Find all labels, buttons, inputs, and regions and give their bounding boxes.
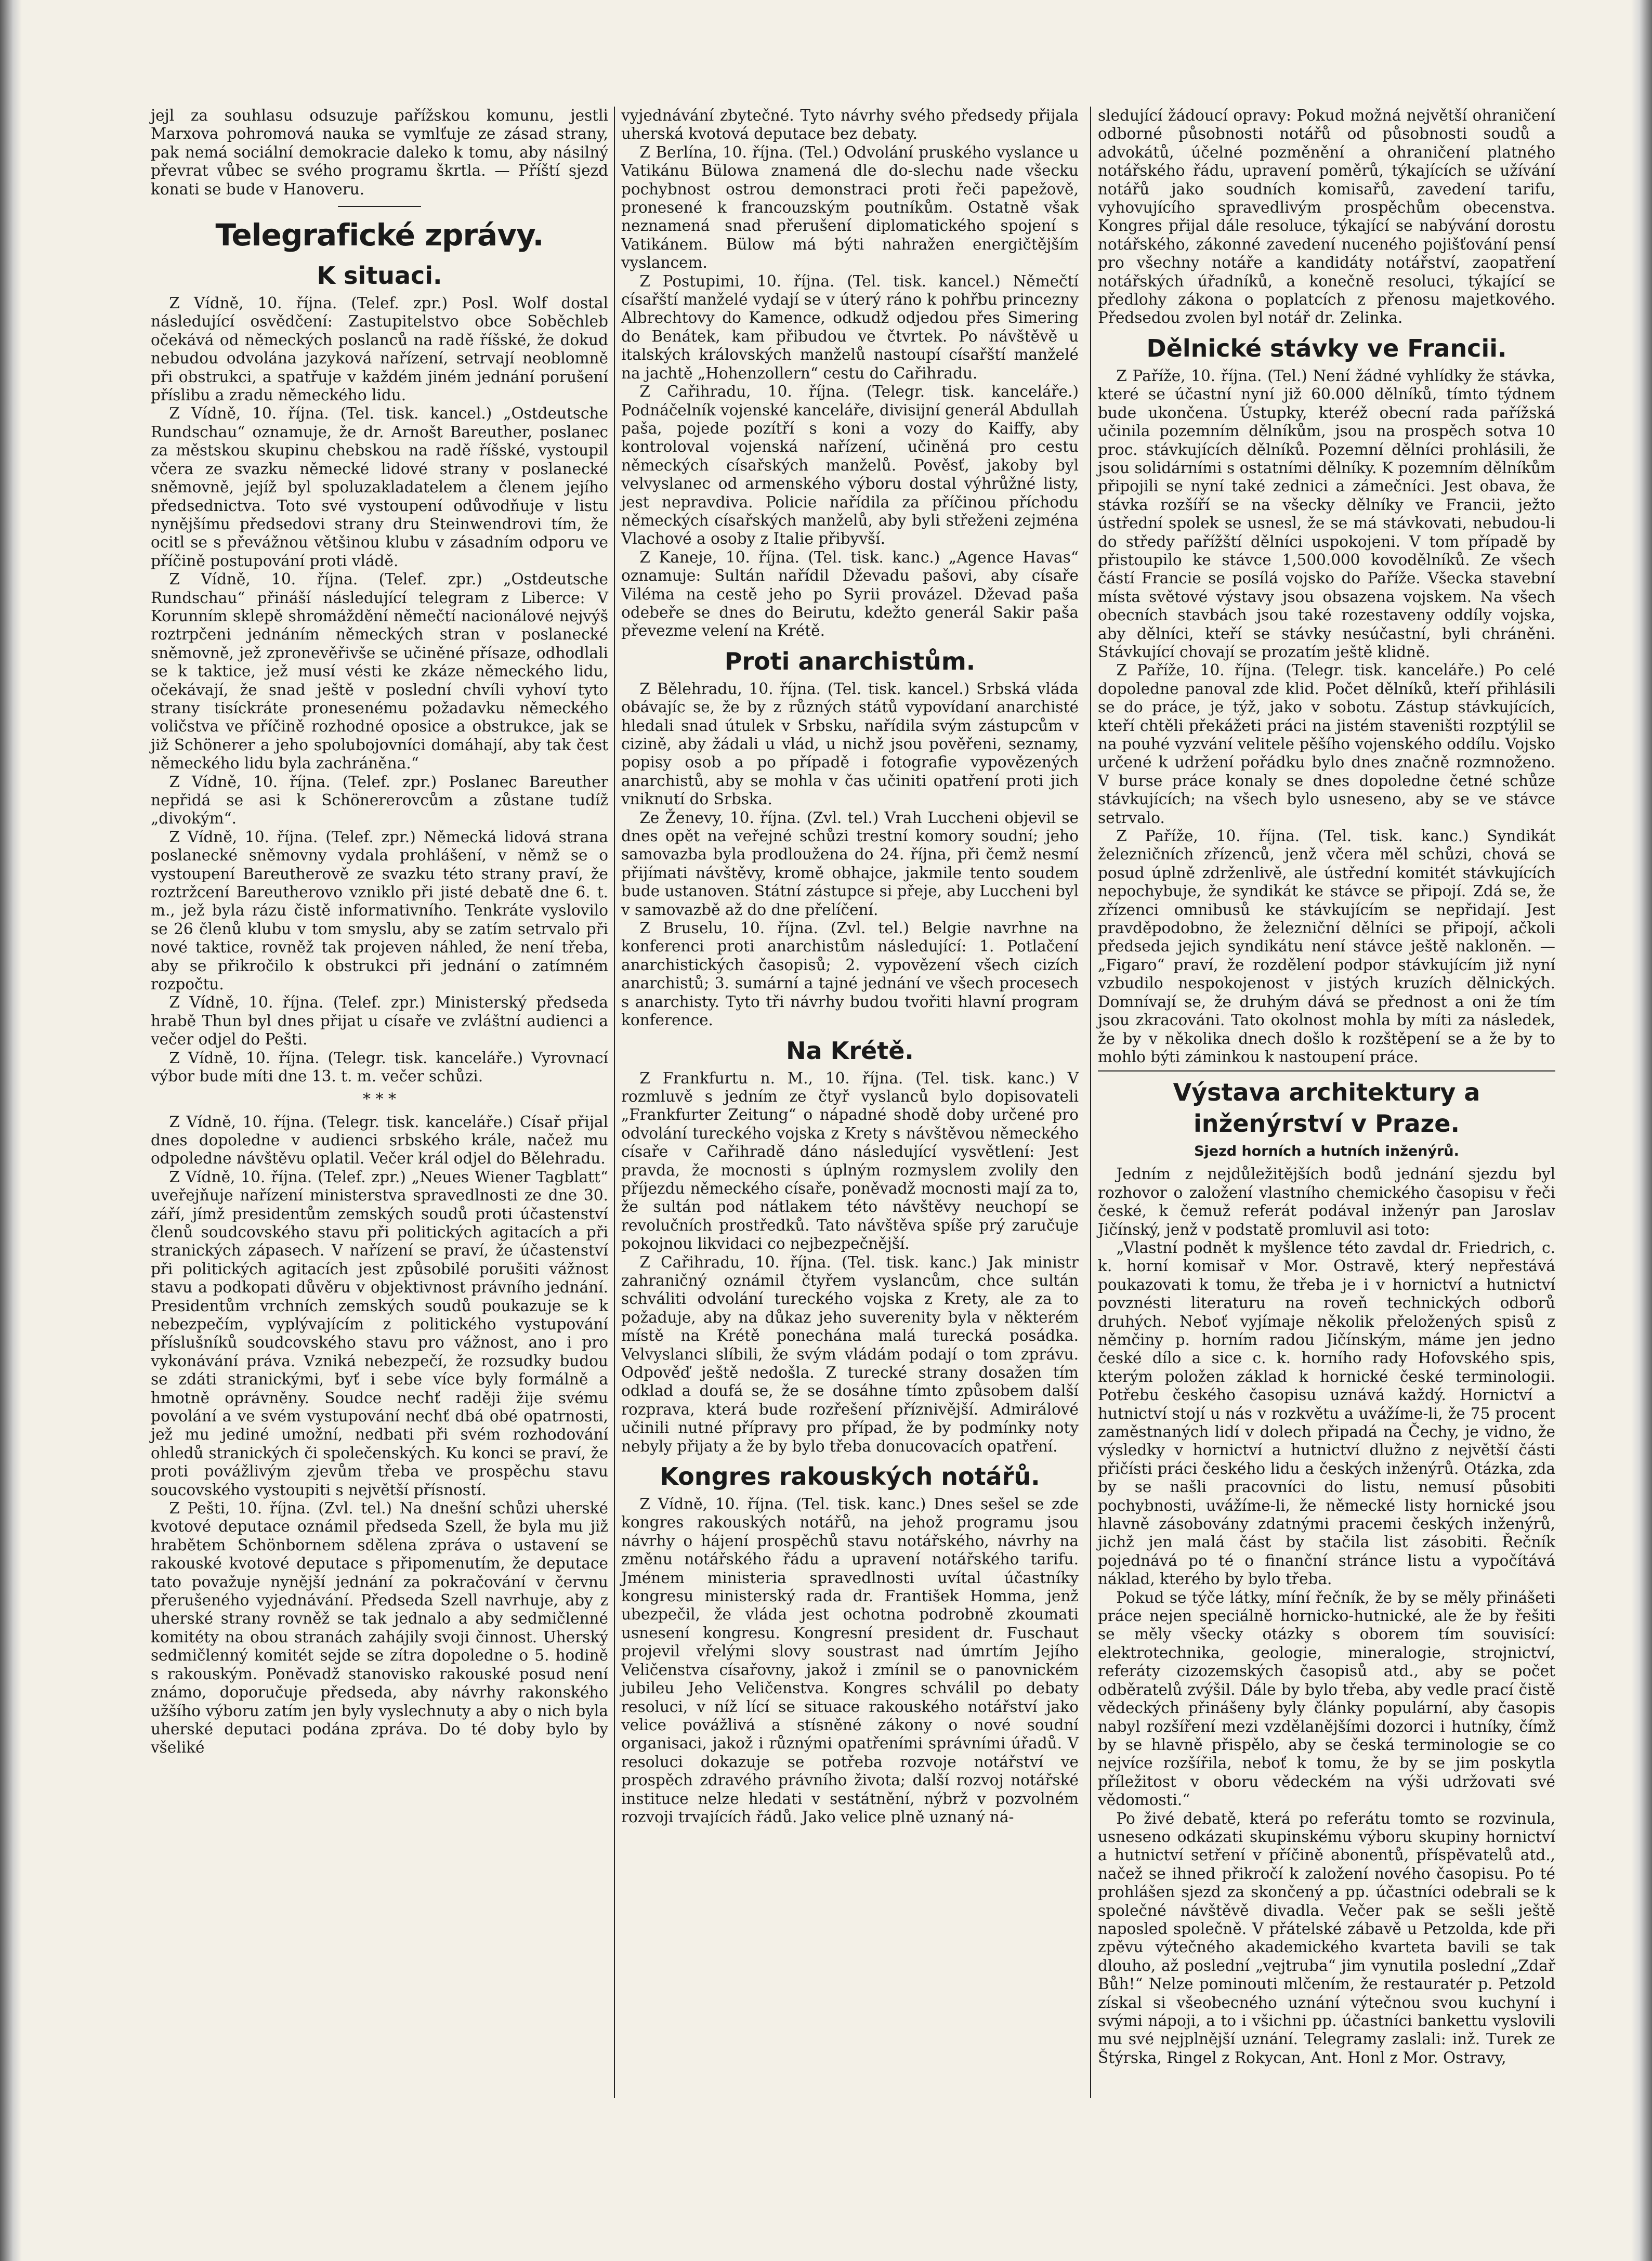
article-paragraph: Po živé debatě, která po referátu tomto se rozvinula, usneseno odkázati skupinskému výboru skupiny hornictví a hutnictví setření v příčině abonentů, příspěvatelů atd., načež se ihned přikročí k založení nového časopisu. Po té prohlášen sjezd za skončený a pp. účastníci odebrali se k společné návštěvě divadla. Večer pak se sešli ještě naposled společně. V přátelské zábavě u Petzolda, kde při zpěvu výtečného akademického kvarteta bavili se tak dlouho, až poslední „vejtruba“ jim vynutila poslední „Zdař Bůh!“ Nelze pominouti mlčením, že restauratér p. Petzold získal si všeobecného uznání výtečnou svou kuchyní i svými nápoji, a to i všichni pp. účastníci bankettu vyslovili mu své nejplnější uznání. Telegramy zaslali: inž. Turek ze Štýrska, Ringel z Rokycan, Ant. Honl z Mor. Ostravy, [1098,1809,1555,2067]
article-paragraph: Z Vídně, 10. října. (Tel. tisk. kanc.) Dnes sešel se zde kongres rakouských notářů, na jehož programu jsou návrhy o hájení prospěchů stavu notářského, návrhy na změnu notářského řádu a upravení notářského tarifu. Jménem ministeria spravedlnosti uvítal účastníky kongresu ministerský rada dr. František Homma, jenž ubezpečil, že vláda jest ochotna podrobně zkoumati usnesení kongresu. Kongresní president dr. Fuschaut projevil vřelými slovy soustrast nad úmrtím Jejího Veličenstva císařovny, jakož i zmínil se o panovnickém jubileu Jeho Veličenstva. Kongres schválil po debaty resoluci, v níž lící se situace rakouského notářství jako velice povážlivá a stísněné zákony o nové soudní organisaci, jakož i různými opatřeními správními úřadů. V resoluci dokazuje se potřeba rozvoje notářství ve prospěch zdravého právního života; další rozvoj notářské instituce nelze hledati v sestátnění, nýbrž v pozvolném rozvoji trvajících řádů. Jako velice plně uznaný ná- [621,1495,1079,1826]
article-paragraph: Z Paříže, 10. října. (Tel.) Není žádné vyhlídky že stávka, které se účastní nyní již 60.000 dělníků, tímto týdnem bude ukončena. Ústupky, kteréž obecní rada pařížská učinila pozemním dělníkům, jsou na prospěch sotva 10 proc. stávkujících dělníků. Pozemní dělníci prohlásili, že jsou solidárními s ostatními dělníky. K pozemním dělníkům připojili se nyní také zednici a zámečníci. Jest obava, že stávka rozšíří se na všecky dělníky ve Francii, ježto ústřední spolek se usnesl, že se má stávkovati, nebudou-li do středy pařížští dělníci uspokojeni. V tom případě by přistoupilo ke stávce 1,500.000 kovodělníků. Ze všech částí Francie se posílá vojsko do Paříže. Všecka stavební místa světové výstavy jsou obsazena vojskem. Na všech obecních stavbách jsou také rozestaveny oddíly vojska, aby dělníci, kteří se stávky nesúčastní, byli chráněni. Stávkující chovají se prozatím ještě klidně. [1098,367,1555,661]
article-paragraph: sledující žádoucí opravy: Pokud možná největší ohraničení odborné působnosti notářů od působnosti soudů a advokátů, účelné pozměnění a ohraničení platného notářského řádu, upravení poměrů, týkajících se užívání notářů jako soudních komisařů, zavedení tarifu, vyhovujícího spravedlivým prospěchům obecenstva. Kongres přijal dále resoluce, týkající se nabývání dorostu notářského, zákonné zavedení nuceného pojišťování pensí pro všechny notáře a kandidáty notářství, zaopatření notářských úřadníků, a konečně resoluci, týkající se předlohy zákona o poplatcích z přenosu majetkového. Předsedou zvolen byl notář dr. Zelinka. [1098,107,1555,327]
section-divider [338,206,421,207]
article-paragraph: Z Vídně, 10. října. (Telef. zpr.) Německá lidová strana poslanecké sněmovny vydala prohlášení, v němž se o vystoupení Bareutherově ze svazku této strany praví, že roztržcení Bareutherovo vzniklo při jisté debatě dne 6. t. m., jež byla rázu čistě informativního. Tenkráte vyslovilo se 26 členů klubu v tom smyslu, aby se zatím setrvalo při nové taktice, rovněž tak projeven náhled, že není třeba, aby se přikročilo k obstrukci při jednání o zatímném rozpočtu. [151,828,608,994]
article-paragraph: Z Cařihradu, 10. října. (Telegr. tisk. kanceláře.) Podnáčelník vojenské kanceláře, divisijní generál Abdullah paša, pojede pozítří s koni a vozy do Kaiffy, aby kontroloval vojenská nařízení, učiněná pro cestu německých císařských manželů. Pověsť, jakoby byl velvyslanec od armenského výboru dostal výhrůžné listy, jest nepravdiva. Policie nařídila za příčinou příchodu německých císařských manželů, aby byli střeženi zejména Vlachové a osoby z Italie přibyvší. [621,383,1079,548]
article-paragraph: vyjednávání zbytečné. Tyto návrhy svého předsedy přijala uherská kvotová deputace bez debaty. [621,107,1079,143]
article-paragraph: „Vlastní podnět k myšlence této zavdal dr. Friedrich, c. k. horní komisař v Mor. Ostravě, který nepřestává poukazovati k tomu, že třeba je i v hornictví a hutnictví povznésti literaturu na roveň technických odborů druhých. Neboť vyjímaje několik přeložených spisů z němčiny p. horním radou Jičínským, máme jen jedno české dílo a sice c. k. horního rady Hofovského spis, kterým položen základ k hornické české terminologii. Potřebu českého časopisu uznává každý. Hornictví a hutnictví stojí u nás v rozkvětu a uvážíme-li, že 75 procent zaměstnaných lidí v dolech připadá na Čechy, je vidno, že výsledky v hornictví a hutnictví dlužno z největší části přičísti práci českého lidu a českých inženýrů. Otázka, zda by se našli pracovníci do listu, nemusí působiti pochybnosti, uvážíme-li, že německé listy hornické jsou hlavně zásobovány zdatnými pracemi českých inženýrů, jichž jen malá část by stačila list zásobiti. Řečník pojednává po té o finanční stránce listu a vypočítává náklad, kterého by bylo třeba. [1098,1238,1555,1588]
heading-crete: Na Krétě. [786,1036,914,1065]
heading-architecture-exhibition: Výstava architektury a inženýrství v Praze. [1173,1078,1480,1138]
article-paragraph: Z Vídně, 10. října. (Telegr. tisk. kanceláře.) Císař přijal dnes dopoledne v audienci srbského krále, načež mu odpoledne návštěvu oplatil. Večer král odjel do Bělehradu. [151,1113,608,1168]
heading-strikes-france: Dělnické stávky ve Francii. [1146,334,1507,362]
section-heading-telegraf: Telegrafické zprávy. [215,217,544,253]
article-paragraph: Z Berlína, 10. října. (Tel.) Odvolání pruského vyslance u Vatikánu Bülowa znamená dle do-slechu nade všecku pochybnost ostrou demonstraci proti řeči papežově, pronesené k francouzským poutníkům. Ostatně však neznamená snad přerušení diplomatického spojení s Vatikánem. Bülow má býti nahražen energičtějším vyslancem. [621,143,1079,272]
article-paragraph: Z Frankfurtu n. M., 10. října. (Tel. tisk. kanc.) V rozmluvě s jedním ze čtyř vyslanců bylo dopisovateli „Frankfurter Zeitung“ o nápadné shodě doby určené pro odvolání tureckého vojska z Krety s návštěvou německého císaře v Cařihradě dáno následující vysvětlení: Jest pravda, že mocnosti s úplným rozmyslem zvolily den příjezdu německého císaře, poněvadž mocnosti mají za to, že sultán pod nátlakem této návštěvy neuchopí se revolučních prostředků. Tato návštěva spíše prý zaručuje pokojnou likvidaci co nejbezpečnější. [621,1069,1079,1253]
article-paragraph: Ze Ženevy, 10. října. (Zvl. tel.) Vrah Luccheni objevil se dnes opět na veřejné schůzi trestní komory soudní; jeho samovazba byla prodloužena do 24. října, při čemž nesmí přijímati návštěvy, kromě obhajce, jakmile tento soudem bude ustanoven. Státní zástupce si přeje, aby Luccheni byl v samovazbě až do dne přelíčení. [621,808,1079,919]
heading-anarchists: Proti anarchistům. [724,647,976,675]
article-paragraph: Z Vídně, 10. října. (Telef. zpr.) Posl. Wolf dostal následující osvědčení: Zastupitelstvo obce Soběchleb očekává od německých poslanců na radě říšské, že dokud nebudou odvolána jazyková nařízení, setrvají neoblomně při obstrukci, a spatřuje v každém jiném jednání porušení příslibu a zradu německého lidu. [151,294,608,404]
column-1 [151,107,608,1757]
asterism: * * * [362,1090,397,1108]
scan-edge-right [1631,0,1652,2261]
article-paragraph: Z Vídně, 10. října. (Telef. zpr.) Poslanec Bareuther nepřidá se asi k Schönererovcům a zůstane tudíž „divokým“. [151,773,608,828]
intro-paragraph: jejl za souhlasu odsuzuje pařížskou komunu, jestli Marxova pohromová nauka se vymlťuje ze zásad strany, pak nemá sociální demokracie daleko k tomu, aby násilný převrat vůbec se svého programu škrtla. — Příští sjezd konati se bude v Hanoveru. [151,107,608,198]
article-paragraph: Z Vídně, 10. října. (Telef. zpr.) „Neues Wiener Tagblatt“ uveřejňuje nařízení ministerstva spravedlnosti ze dne 30. září, jímž presidentům zemských soudů proti účastenství členů soudcovského stavu při politických agitacích a při stranických zápasech. V nařízení se praví, že účastenství při politických agitacích jest způsobilé porušiti vážnost stavu a podkopati důvěru v objektivnost právního jednání. Presidentům vrchních zemských soudů poukazuje se k nebezpečím, vyplývajícím z politického vystupování příslušníků soudcovského stavu pro vážnost, ano i pro vykonávání práva. Vzniká nebezpečí, že rozsudky budou se zdáti stranickými, byť i sebe více byly formálně a hmotně oprávněny. Soudce nechť raději žije svému povolání a ve svém vystupování nechť dbá obé opatrnosti, jež mu jediné umožní, nedbati při svém rozhodování ohledů stranických či společenských. Ku konci se praví, že proti povážlivým zjevům třeba ve prospěchu stavu soucovského vystoupiti s největší přísností. [151,1168,608,1499]
article-paragraph: Z Vídně, 10. října. (Telef. zpr.) Ministerský předseda hrabě Thun byl dnes přijat u císaře ve zvláštní audienci a večer odjel do Pešti. [151,994,608,1049]
article-paragraph: Z Pešti, 10. října. (Zvl. tel.) Na dnešní schůzi uherské kvotové deputace oznámil předseda Szell, že byla mu již hrabětem Schönbornem sdělena zpráva o ustavení se rakouské kvotové deputace s připomenutím, že deputace tato považuje nynější jednání za pokračování v červnu přerušeného vyjednávání. Předseda Szell navrhuje, aby z uherské strany rovněž se tak jednalo a aby sedmičlenné komitéty na obou stranách zahájily svoji činnost. Uherský sedmičlenný komitét sejde se zítra dopoledne o 5. hodině s rakouským. Poněvadž stanovisko rakouské posud není známo, doporučuje předseda, aby návrhy rakonského užšího výboru zatím jen byly vyslechnuty a aby o nich byla uherské deputaci podána zpráva. Do té doby bylo by všeliké [151,1499,608,1757]
column-rule-2 [1090,107,1091,2098]
article-paragraph: Z Kaneje, 10. října. (Tel. tisk. kanc.) „Agence Havas“ oznamuje: Sultán nařídil Dževadu pašovi, aby císaře Viléma na cestě jeho po Syrii provázel. Dževad paša odebeře se dnes do Beirutu, kdežto generál Sakir paša převezme velení na Krétě. [621,548,1079,640]
article-paragraph: Z Bruselu, 10. října. (Zvl. tel.) Belgie navrhne na konferenci proti anarchistům následující: 1. Potlačení anarchistických časopisů; 2. vypovězení všech cizích anarchistů; 3. sumární a tajné jednání ve všech procesech s anarchisty. Tyto tři návrhy budou tvořiti hlavní program konference. [621,919,1079,1029]
scan-edge-left [0,0,22,2261]
subheading-situace: K situaci. [317,262,442,290]
article-paragraph: Z Bělehradu, 10. října. (Tel. tisk. kancel.) Srbská vláda obávajíc se, že by z různých států vypovídaní anarchisté hledali snad útulek v Srbsku, nařídila svým zástupcům v cizině, aby žádali u vlád, u nichž jsou pověřeni, seznamy, popisy osob a po případě i fotografie vypovězených anarchistů, aby se mohla v čas učiniti opatření proti jich vniknutí do Srbska. [621,679,1079,808]
article-paragraph: Z Cařihradu, 10. října. (Tel. tisk. kanc.) Jak ministr zahraničný oznámil čtyřem vyslancům, chce sultán schváliti odvolání tureckého vojska z Krety, ale za to požaduje, aby na důkaz jeho suverenity byla v některém místě na Krétě ponechána malá turecká posádka. Velvyslanci slíbili, že svým vládám podají o tom zprávu. Odpověď ještě nedošla. Z turecké strany dosažen tím odklad a doufá se, že se dosáhne tímto způsobem další rozprava, která bude rozřešení příznivější. Admirálové učinili nutné přípravy pro případ, že by podmínky noty nebyly přijaty a že by bylo třeba donucovacích opatření. [621,1253,1079,1455]
article-paragraph: Z Vídně, 10. října. (Telef. zpr.) „Ostdeutsche Rundschau“ přináší následující telegram z Liberce: V Korunním sklepě shromáždění němečtí nacionálové nejvýš roztrpčeni jednáním německých stran v poslanecké sněmovně, jež zpronevěřivše se učiněné přísaze, odhodlali se k taktice, jež musí vésti ke zkáze německého lidu, očekávají, že snad ještě v poslední chvíli vyhoví tyto strany tisíckráte pronesenému požadavku německého voličstva ve příčině rozhodné oposice a obstrukce, jak se již Schönerer a jeho spolubojovníci domáhají, aby tak čest německého lidu byla zachráněna.“ [151,570,608,773]
heading-notaries-congress: Kongres rakouských notářů. [660,1462,1040,1491]
article-paragraph: Z Paříže, 10. října. (Telegr. tisk. kanceláře.) Po celé dopoledne panoval zde klid. Počet dělníků, kteří přihlásili se do práce, je týž, jako v sobotu. Zástup stávkujících, kteří chtěli překážeti práci na jistém staveništi rozptýlil se na pouhé vyzvání velitele pěšího vojenského oddílu. Vojsko určené k udržení pořádku bylo dnes značně rozmnoženo. V burse práce konaly se dnes dopoledne četné schůze stávkujících; na všech bylo usneseno, aby se ve stávce setrvalo. [1098,661,1555,827]
article-paragraph: Z Paříže, 10. října. (Tel. tisk. kanc.) Syndikát železničních zřízenců, jenž včera měl schůzi, chová se posud úplně zdrženlivě, ale ústřední komitét stávkujících nepochybuje, že syndikát ke stávce se připojí. Zdá se, že zřízenci omnibusů ke stávkujícím se nepřidají. Jest pravděpodobno, že železniční dělníci se připojí, ačkoli předseda jejich syndikátu není stávce ještě nakloněn. — „Figaro“ praví, že rozdělení podpor stávkujícím již nyní vzbudilo nespokojenost v jistých kruzích dělnických. Domnívají se, že druhým dává se přednost a oni že tím jsou zkracováni. Tato okolnost mohla by míti za následek, že by v několika dnech došlo k rozštěpení se a že by to mohlo býti záminkou k nastoupení práce. [1098,827,1555,1066]
column-2 [621,107,1079,1826]
article-paragraph: Jedním z nejdůležitějších bodů jednání sjezdu byl rozhovor o založení vlastního chemického časopisu v řeči české, k čemuž referát podával inženýr pan Jaroslav Jičínský, jenž v podstatě promluvil asi toto: [1098,1165,1555,1238]
column-rule-1 [614,107,615,2098]
section-divider [1098,1070,1555,1071]
article-paragraph: Pokud se týče látky, míní řečník, že by se měly přinášeti práce nejen speciálně hornicko-hutnické, ale že by řešiti se měly všecky otázky s oborem tím souvisící: elektrotechnika, geologie, mineralogie, strojnictví, referáty cizozemských časopisů atd., aby se počet odběratelů zvýšil. Dále by bylo třeba, aby vedle prací čistě vědeckých přinášeny byly články populární, aby časopis nabyl rozšíření mezi vzdělanějšími dozorci i hutníky, čímž by se hlavně přispělo, aby se česká terminologie se co nejvíce rozšířila, neboť k tomu, že by se jim poskytla příležitost v oboru vědeckém na výši udržovati své vědomosti.“ [1098,1588,1555,1809]
article-paragraph: Z Postupimi, 10. října. (Tel. tisk. kancel.) Němečtí císařští manželé vydají se v úterý ráno k pohřbu princezny Albrechtovy do Kamence, odkudž odjedou přes Simering do Benátek, kam přibudou ve čtvrtek. Po návštěvě u italských královských manželů nastoupí císařští manželé na jachtě „Hohenzollern“ cestu do Cařihradu. [621,272,1079,382]
subheading-mining-congress: Sjezd horních a hutních inženýrů. [1194,1143,1459,1160]
article-paragraph: Z Vídně, 10. října. (Telegr. tisk. kanceláře.) Vyrovnací výbor bude míti dne 13. t. m. večer schůzi. [151,1049,608,1086]
article-paragraph: Z Vídně, 10. října. (Tel. tisk. kancel.) „Ostdeutsche Rundschau“ oznamuje, že dr. Arnošt Bareuther, poslanec za městskou skupinu chebskou na radě říšské, vystoupil včera ze svazku německé lidové strany v poslanecké sněmovně, jejíž byl spoluzakladatelem a členem jejího předsednictva. Toto své vystoupení odůvodňuje v listu nynějšímu předsedovi strany dru Steinwendrovi tím, že ocitl se s převážnou většinou klubu v zásadním odporu ve příčině postupování proti vládě. [151,404,608,570]
column-3 [1098,107,1555,2067]
